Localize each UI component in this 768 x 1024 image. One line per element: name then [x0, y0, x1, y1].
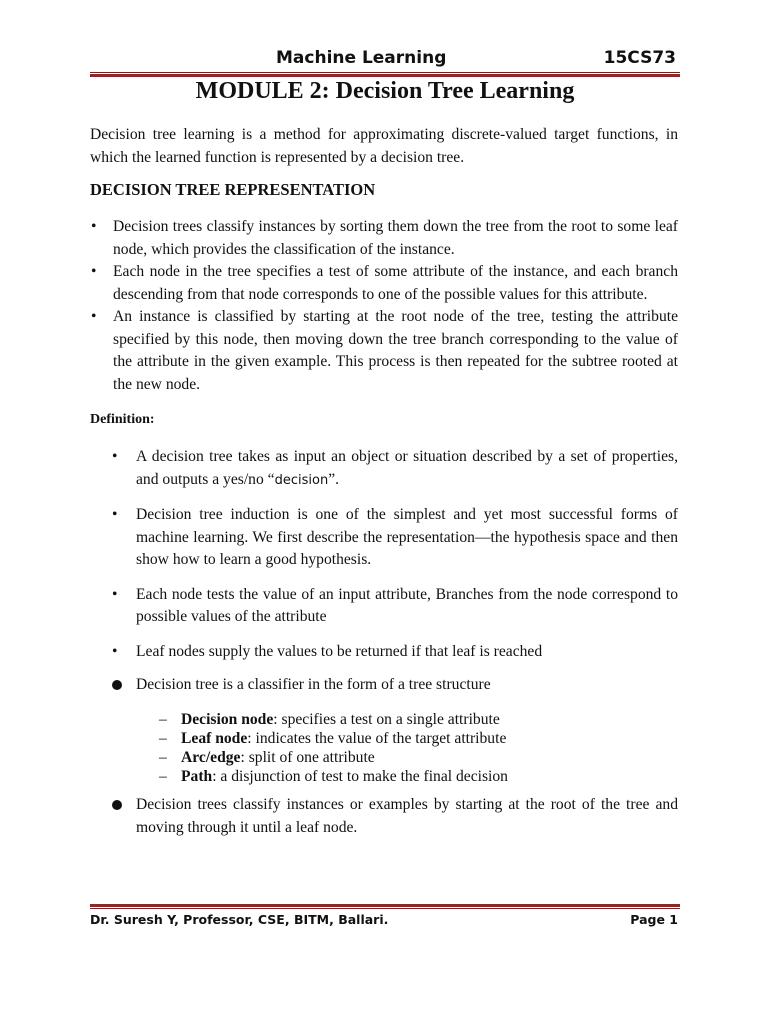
list-item	[159, 767, 508, 786]
list-item	[112, 504, 678, 572]
component-term: Leaf node	[181, 730, 248, 747]
dash-icon: –	[159, 749, 167, 766]
definition-text-end: ”.	[328, 470, 340, 488]
page-footer	[90, 912, 678, 932]
list-item-text: Decision trees classify instances by sorting them down the tree from the root to some leaf node, which provides the classification of the instance.	[113, 218, 678, 258]
list-item	[159, 729, 508, 748]
classifier-item	[112, 674, 678, 697]
classifier-closing-item	[112, 794, 678, 839]
component-desc: : indicates the value of the target attribute	[247, 730, 507, 747]
header-course-code: 15CS73	[603, 48, 676, 68]
list-item	[90, 261, 678, 306]
component-term: Arc/edge	[181, 749, 241, 766]
bullet-icon: •	[112, 642, 118, 660]
dash-icon: –	[159, 768, 167, 785]
definition-text: A decision tree takes as input an object or situation described by a set of properties, and outputs a yes/no “	[136, 448, 678, 488]
list-item	[90, 306, 678, 396]
footer-rule	[90, 904, 680, 909]
list-item	[112, 584, 678, 629]
header-subject: Machine Learning	[276, 48, 447, 68]
list-item-text: Each node tests the value of an input attribute, Branches from the node correspond to possible values of the attribute	[136, 585, 678, 625]
bullet-icon: •	[112, 506, 118, 523]
module-title: MODULE 2: Decision Tree Learning	[195, 78, 575, 104]
classifier-intro: Decision tree is a classifier in the form of a tree structure	[136, 676, 491, 693]
classifier-closing: Decision trees classify instances or examples by starting at the root of the tree and moving through it until a leaf node.	[136, 796, 678, 836]
bullet-icon: •	[91, 308, 97, 325]
component-list	[159, 710, 508, 786]
component-term: Path	[181, 768, 213, 785]
footer-author: Dr. Suresh Y, Professor, CSE, BITM, Ballari.	[90, 912, 389, 927]
list-item	[159, 748, 508, 767]
page-header	[90, 48, 678, 72]
list-item-text: Each node in the tree specifies a test of some attribute of the instance, and each branch descending from that node corresponds to one of the possible values for this attribute.	[113, 263, 678, 303]
component-desc: : split of one attribute	[240, 749, 375, 766]
bullet-icon: •	[91, 263, 97, 280]
definition-heading: Definition:	[90, 412, 155, 427]
list-item	[112, 641, 678, 664]
dash-icon: –	[159, 711, 167, 728]
definition-list	[112, 446, 678, 675]
component-desc: : a disjunction of test to make the final decision	[212, 768, 508, 785]
bullet-dot-icon	[112, 680, 122, 690]
intro-block	[90, 124, 678, 169]
bullet-dot-icon	[112, 800, 122, 810]
bullet-icon: •	[112, 585, 118, 603]
page-number: Page 1	[630, 912, 678, 927]
intro-paragraph: Decision tree learning is a method for approximating discrete-valued target functions, in which the learned function is represented by a decision tree.	[90, 126, 678, 166]
component-desc: : specifies a test on a single attribute	[273, 711, 500, 728]
list-item	[90, 216, 678, 261]
component-term: Decision node	[181, 711, 274, 728]
representation-list	[90, 216, 678, 396]
header-rule	[90, 72, 680, 77]
list-item	[112, 446, 678, 492]
list-item	[159, 710, 508, 729]
representation-heading: DECISION TREE REPRESENTATION	[90, 180, 376, 199]
list-item-text: An instance is classified by starting at the root node of the tree, testing the attribute specified by this node, then moving down the tree branch corresponding to the value of the attribute in the given example. This process is then repeated for the subtree rooted at the new node.	[113, 308, 678, 393]
list-item-text: Leaf nodes supply the values to be returned if that leaf is reached	[136, 642, 543, 660]
list-item-text	[136, 448, 678, 488]
decision-code-word: decision	[274, 472, 329, 488]
bullet-icon: •	[91, 218, 97, 235]
dash-icon: –	[159, 730, 167, 747]
bullet-icon: •	[112, 448, 118, 465]
list-item-text: Decision tree induction is one of the simplest and yet most successful forms of machine learning. We first describe the representation—the hypothesis space and then show how to learn a good hypothesis.	[136, 506, 678, 568]
